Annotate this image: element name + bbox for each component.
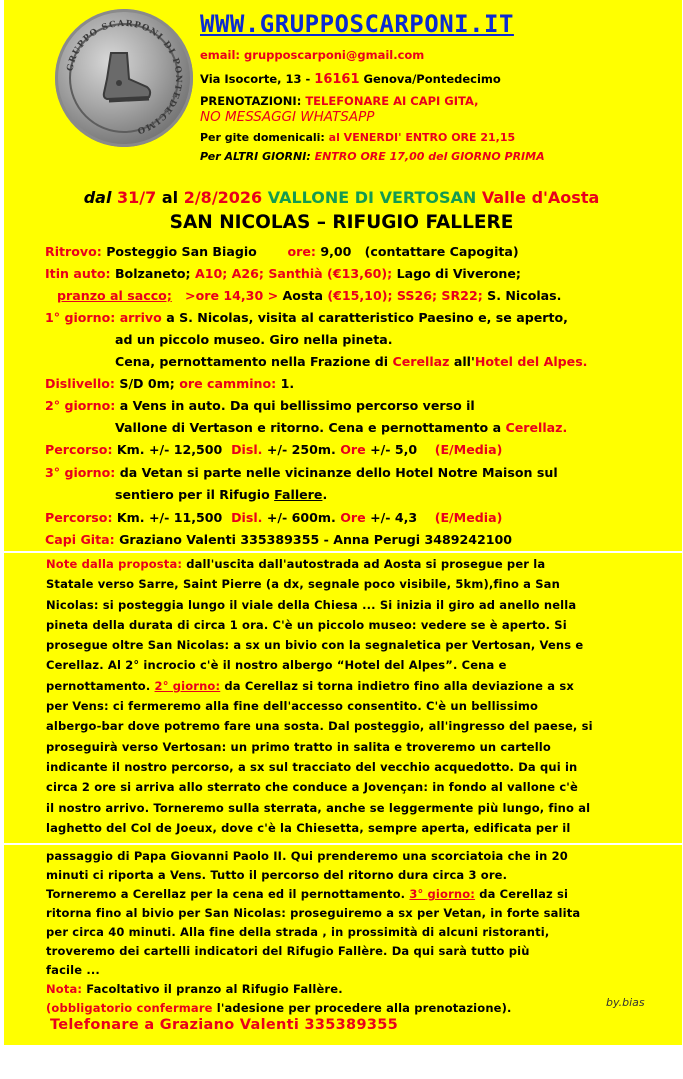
section-divider — [4, 843, 682, 845]
event-subtitle: SAN NICOLAS – RIFUGIO FALLERE — [169, 212, 514, 233]
notes-paragraph: Note dalla proposta: dall'uscita dall'autostrada ad Aosta si prosegue per la Statale verso Sarre, Saint Pierre (a dx, segnale poco visibile, 5km),fino a San Nicolas: si posteggia lungo il viale della Chiesa ... Si inizia il giro ad anello nella pineta della durata di circa 1 ora. C'è un piccolo museo: vedere se è aperto. Si prosegue oltre San Nicolas: a sx un bivio con la segnaletica per Vertosan, Vens e Cerellaz. Al 2° incrocio c'è il nostro albergo “Hotel del Alpes”. Cena e pernottamento. 2° giorno: da Cerellaz si torna indietro fino alla deviazione a sx per Vens: ci fermeremo alla fine dell'accesso consentito. C'è un bellissimo albergo-bar dove potremo fare una sosta. Dal posteggio, all'ingresso del paese, si proseguirà verso Vertosan: un primo tratto in salita e troveremo un cartello indicante il nostro percorso, a sx sul tracciato del vecchio acquedotto. Da qui in circa 2 ore si arriva allo sterrato che conduce a Jovençan: in fondo al vallone c'è il nostro arrivo. Torneremo sulla sterrata, anche se leggermente più lungo, fino al laghetto del Col de Joeux, dove c'è la Chiesetta, sempre aperta, edificata per il — [46, 557, 593, 835]
call-to-action: Telefonare a Graziano Valenti 335389355 — [50, 1017, 399, 1033]
day1-line-3: Cena, pernottamento nella Frazione di Cerellaz all'Hotel del Alpes. — [115, 354, 588, 369]
signature: by.bias — [606, 996, 645, 1009]
email-link[interactable]: grupposcarponi@gmail.com — [244, 48, 425, 62]
itinerary-line-2: pranzo al sacco; >ore 14,30 > Aosta (€15,10); SS26; SR22; S. Nicolas. — [57, 288, 562, 303]
day1-line: 1° giorno: arrivo a S. Nicolas, visita al caratteristico Paesino e, se aperto, — [45, 310, 568, 325]
day1-line-2: ad un piccolo museo. Giro nella pineta. — [115, 332, 393, 347]
bookings-line: PRENOTAZIONI: TELEFONARE AI CAPI GITA, — [200, 94, 479, 108]
day3-line-2: sentiero per il Rifugio Fallere. — [115, 487, 328, 502]
group-seal-logo — [55, 9, 193, 147]
ritrovo-line: Ritrovo: Posteggio San Biagio ore: 9,00 (contattare Capogita) — [45, 244, 519, 259]
percorso-day2: Percorso: Km. +/- 12,500 Disl. +/- 250m. Ore +/- 5,0 (E/Media) — [45, 442, 503, 457]
percorso-day3: Percorso: Km. +/- 11,500 Disl. +/- 600m. Ore +/- 4,3 (E/Media) — [45, 510, 503, 525]
day2-line: 2° giorno: a Vens in auto. Da qui bellissimo percorso verso il — [45, 398, 475, 413]
address-line: Via Isocorte, 13 - 16161 Genova/Pontedecimo — [200, 72, 501, 87]
section-divider — [4, 551, 682, 553]
day2-line-2: Vallone di Vertason e ritorno. Cena e pernottamento a Cerellaz. — [115, 420, 568, 435]
itinerary-line: Itin auto: Bolzaneto; A10; A26; Santhià (€13,60); Lago di Viverone; — [45, 266, 521, 281]
website-link[interactable]: WWW.GRUPPOSCARPONI.IT — [200, 10, 514, 38]
email-line: email: grupposcarponi@gmail.com — [200, 48, 425, 62]
sunday-deadline: Per gite domenicali: al VENERDI' ENTRO ORE 21,15 — [200, 131, 516, 144]
other-days-deadline: Per ALTRI GIORNI: ENTRO ORE 17,00 del GIORNO PRIMA — [200, 150, 545, 163]
capi-gita-line: Capi Gita: Graziano Valenti 335389355 - Anna Perugi 3489242100 — [45, 532, 513, 547]
day3-line: 3° giorno: da Vetan si parte nelle vicinanze dello Hotel Notre Maison sul — [45, 465, 558, 480]
dislivello-line: Dislivello: S/D 0m; ore cammino: 1. — [45, 376, 295, 391]
notes-paragraph-2: passaggio di Papa Giovanni Paolo II. Qui prenderemo una scorciatoia che in 20 minuti ci riporta a Vens. Tutto il percorso del ritorno dura circa 3 ore. Torneremo a Cerellaz per la cena ed il pernottamento. 3° giorno: da Cerellaz si ritorna fino al bivio per San Nicolas: proseguiremo a sx per Vetan, in forte salita per circa 40 minuti. Alla fine della strada , in prossimità di alcuni ristoranti, troveremo dei cartelli indicatori del Rifugio Fallère. Da qui sarà tutto più facile ... Nota: Facoltativo il pranzo al Rifugio Fallère. (obbligatorio confermare l'adesione per procedere alla prenotazione). — [46, 849, 581, 1015]
seal-legend: GRUPPO SCARPONI DI PONTEDECIMO — [65, 18, 184, 136]
event-dates-title: dal 31/7 al 2/8/2026 VALLONE DI VERTOSAN Valle d'Aosta — [83, 188, 600, 207]
no-whatsapp-line: NO MESSAGGI WHATSAPP — [200, 109, 375, 125]
